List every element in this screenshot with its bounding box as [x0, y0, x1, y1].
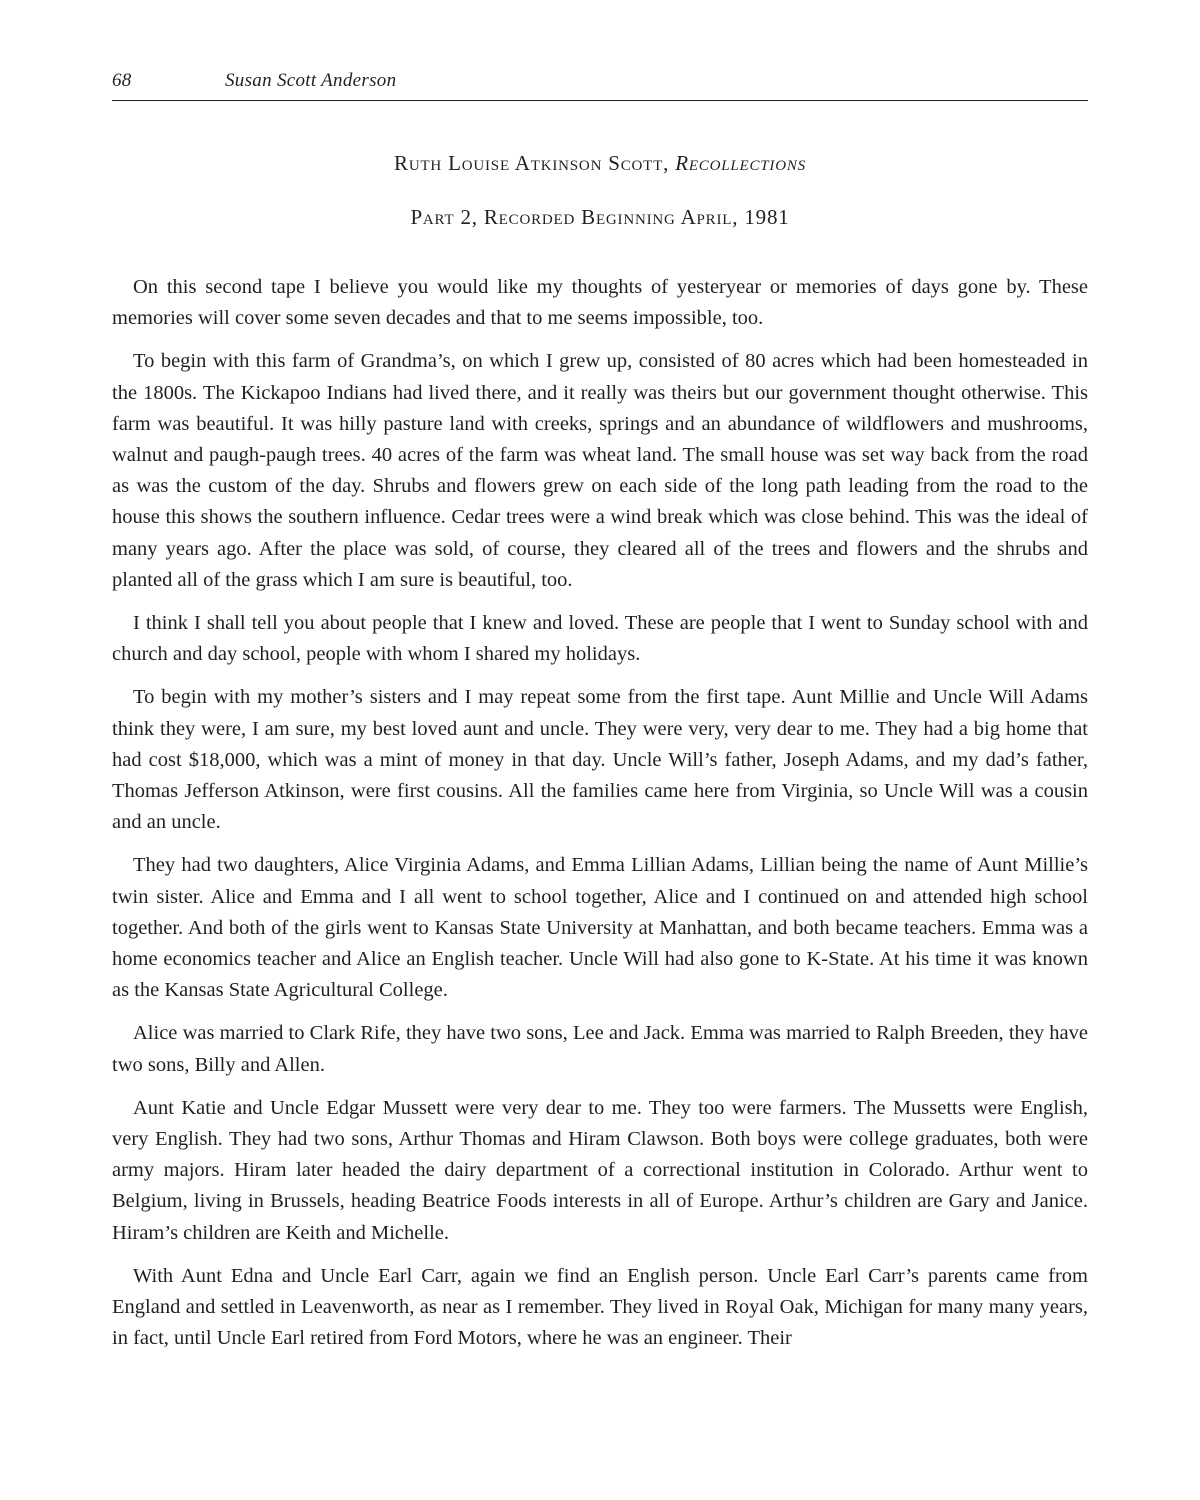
chapter-title-italic: Recollections: [675, 151, 806, 175]
paragraph: I think I shall tell you about people that I knew and loved. These are people that I went to Sunday school with and church and day school, people with whom I shared my holidays.: [112, 612, 1088, 666]
chapter-title-main: Ruth Louise Atkinson Scott,: [394, 151, 670, 175]
chapter-title: [112, 149, 1088, 177]
running-head-author: Susan Scott Anderson: [225, 70, 397, 91]
paragraph: Alice was married to Clark Rife, they have two sons, Lee and Jack. Emma was married to Ralph Breeden, they have two sons, Billy and Allen.: [112, 1022, 1088, 1076]
chapter-titles: [112, 149, 1088, 231]
paragraph: With Aunt Edna and Uncle Earl Carr, again we find an English person. Uncle Earl Carr’s parents came from England and settled in Leavenworth, as near as I remember. They lived in Royal Oak, Michigan for many many years, in fact, until Uncle Earl retired from Ford Motors, where he was an engineer. Their: [112, 1264, 1088, 1350]
book-page: [112, 70, 1088, 1367]
paragraph: They had two daughters, Alice Virginia Adams, and Emma Lillian Adams, Lillian being the name of Aunt Millie’s twin sister. Alice and Emma and I all went to school together, Alice and I continued on and attended high school together. And both of the girls went to Kansas State University at Manhattan, and both became teachers. Emma was a home economics teacher and Alice an English teacher. Uncle Will had also gone to K-State. At his time it was known as the Kansas State Agricultural College.: [112, 854, 1088, 1002]
paragraph: On this second tape I believe you would like my thoughts of yesteryear or memories of days gone by. These memories will cover some seven decades and that to me seems impossible, too.: [112, 276, 1088, 330]
chapter-subtitle: Part 2, Recorded Beginning April, 1981: [410, 205, 790, 229]
paragraph: To begin with this farm of Grandma’s, on which I grew up, consisted of 80 acres which had been homesteaded in the 1800s. The Kickapoo Indians had lived there, and it really was theirs but our government thought otherwise. This farm was beautiful. It was hilly pasture land with creeks, springs and an abundance of wildflowers and mushrooms, walnut and paugh-paugh trees. 40 acres of the farm was wheat land. The small house was set way back from the road as was the custom of the day. Shrubs and flowers grew on each side of the long path leading from the road to the house this shows the southern influence. Cedar trees were a wind break which was close behind. This was the ideal of many years ago. After the place was sold, of course, they cleared all of the trees and flowers and the shrubs and planted all of the grass which I am sure is beautiful, too.: [112, 350, 1088, 591]
body-text: [112, 272, 1088, 1355]
running-head: [112, 70, 1088, 101]
paragraph: Aunt Katie and Uncle Edgar Mussett were very dear to me. They too were farmers. The Mussetts were English, very English. They had two sons, Arthur Thomas and Hiram Clawson. Both boys were college graduates, both were army majors. Hiram later headed the dairy department of a correctional institution in Colorado. Arthur went to Belgium, living in Brussels, heading Beatrice Foods interests in all of Europe. Arthur’s children are Gary and Janice. Hiram’s children are Keith and Michelle.: [112, 1096, 1088, 1244]
paragraph: To begin with my mother’s sisters and I may repeat some from the first tape. Aunt Millie and Uncle Will Adams think they were, I am sure, my best loved aunt and uncle. They were very, very dear to me. They had a big home that had cost $18,000, which was a mint of money in that day. Uncle Will’s father, Joseph Adams, and my dad’s father, Thomas Jefferson Atkinson, were first cousins. All the families came here from Virginia, so Uncle Will was a cousin and an uncle.: [112, 686, 1088, 834]
page-number: 68: [112, 70, 132, 91]
